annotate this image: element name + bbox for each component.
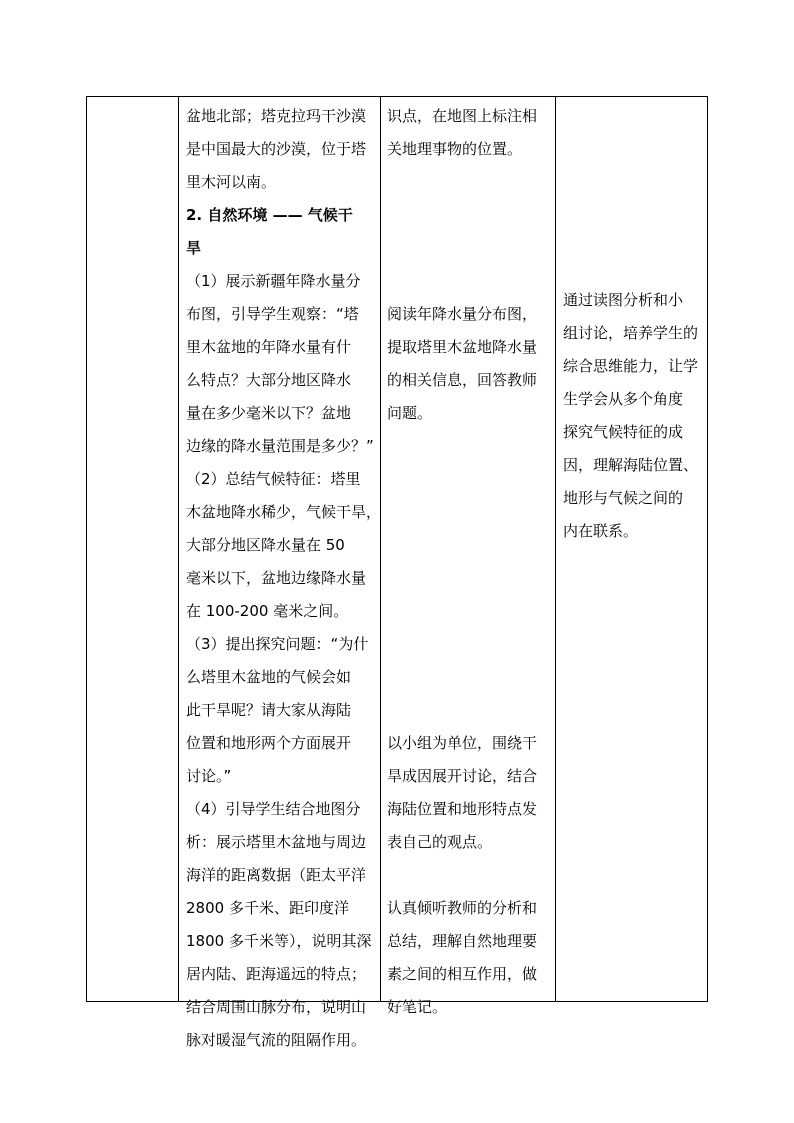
text-line: （4）引导学生结合地图分: [186, 800, 361, 818]
text-line: 因，理解海陆位置、: [563, 456, 699, 474]
text-line: 的相关信息，回答教师: [387, 371, 538, 389]
text-line: 木盆地降水稀少，气候干旱，: [186, 503, 382, 521]
text-line: 好笔记。: [387, 998, 448, 1016]
spacer: [387, 859, 537, 892]
text-line: 么塔里木盆地的气候会如: [186, 668, 352, 686]
text-line: 2800 多千米、距印度洋: [186, 899, 349, 917]
text-line: 生学会从多个角度: [563, 390, 684, 408]
text-line: 综合思维能力，让学: [563, 357, 699, 375]
text-line: 大部分地区降水量在 50: [186, 536, 345, 554]
text-line: 阅读年降水量分布图，: [387, 305, 538, 323]
section-heading: 旱: [186, 239, 202, 257]
column-divider: [178, 96, 179, 1002]
design-intent-cell: [563, 100, 698, 548]
text-line: 提取塔里木盆地降水量: [387, 338, 538, 356]
text-line: 内在联系。: [563, 522, 639, 540]
text-line: 毫米以下，盆地边缘降水量: [186, 569, 367, 587]
text-line: 问题。: [387, 404, 433, 422]
text-line: 地形与气候之间的: [563, 489, 684, 507]
text-line: 旱成因展开讨论，结合: [387, 767, 538, 785]
text-line: 通过读图分析和小: [563, 291, 684, 309]
text-line: （2）总结气候特征：塔里: [186, 470, 361, 488]
text-line: 里木盆地的年降水量有什: [186, 338, 352, 356]
text-line: 位置和地形两个方面展开: [186, 734, 352, 752]
text-line: 1800 多千米等），说明其深: [186, 932, 372, 950]
column-divider: [555, 96, 556, 1002]
text-line: 认真倾听教师的分析和: [387, 899, 538, 917]
text-line: 量在多少毫米以下？盆地: [186, 404, 352, 422]
text-line: 总结，理解自然地理要: [387, 932, 538, 950]
text-line: 关地理事物的位置。: [387, 140, 523, 158]
teacher-activity-cell: [186, 100, 381, 1057]
spacer: [563, 100, 698, 284]
text-line: 海洋的距离数据（距太平洋: [186, 866, 367, 884]
text-line: 海陆位置和地形特点发: [387, 800, 538, 818]
spacer: [387, 166, 537, 298]
text-line: 脉对暖湿气流的阻隔作用。: [186, 1031, 367, 1049]
text-line: 是中国最大的沙漠，位于塔: [186, 140, 367, 158]
text-line: 里木河以南。: [186, 173, 277, 191]
text-line: 布图，引导学生观察：“塔: [186, 305, 359, 323]
text-line: 盆地北部；塔克拉玛干沙漠: [186, 107, 367, 125]
student-activity-cell: [387, 100, 537, 1024]
text-line: 此干旱呢？请大家从海陆: [186, 701, 352, 719]
section-heading: 2. 自然环境 —— 气候干: [186, 206, 353, 224]
text-line: 居内陆、距海遥远的特点；: [186, 965, 367, 983]
text-line: 么特点？大部分地区降水: [186, 371, 352, 389]
text-line: （1）展示新疆年降水量分: [186, 272, 361, 290]
text-line: 组讨论，培养学生的: [563, 324, 699, 342]
text-line: 表自己的观点。: [387, 833, 493, 851]
text-line: 探究气候特征的成: [563, 423, 684, 441]
spacer: [387, 430, 537, 727]
text-line: 以小组为单位，围绕干: [387, 734, 538, 752]
text-line: （3）提出探究问题：“为什: [186, 635, 369, 653]
text-line: 讨论。”: [186, 767, 232, 785]
text-line: 素之间的相互作用，做: [387, 965, 538, 983]
text-line: 识点，在地图上标注相: [387, 107, 538, 125]
text-line: 析：展示塔里木盆地与周边: [186, 833, 367, 851]
text-line: 结合周围山脉分布，说明山: [186, 998, 367, 1016]
text-line: 在 100-200 毫米之间。: [186, 602, 349, 620]
text-line: 边缘的降水量范围是多少？”: [186, 437, 374, 455]
